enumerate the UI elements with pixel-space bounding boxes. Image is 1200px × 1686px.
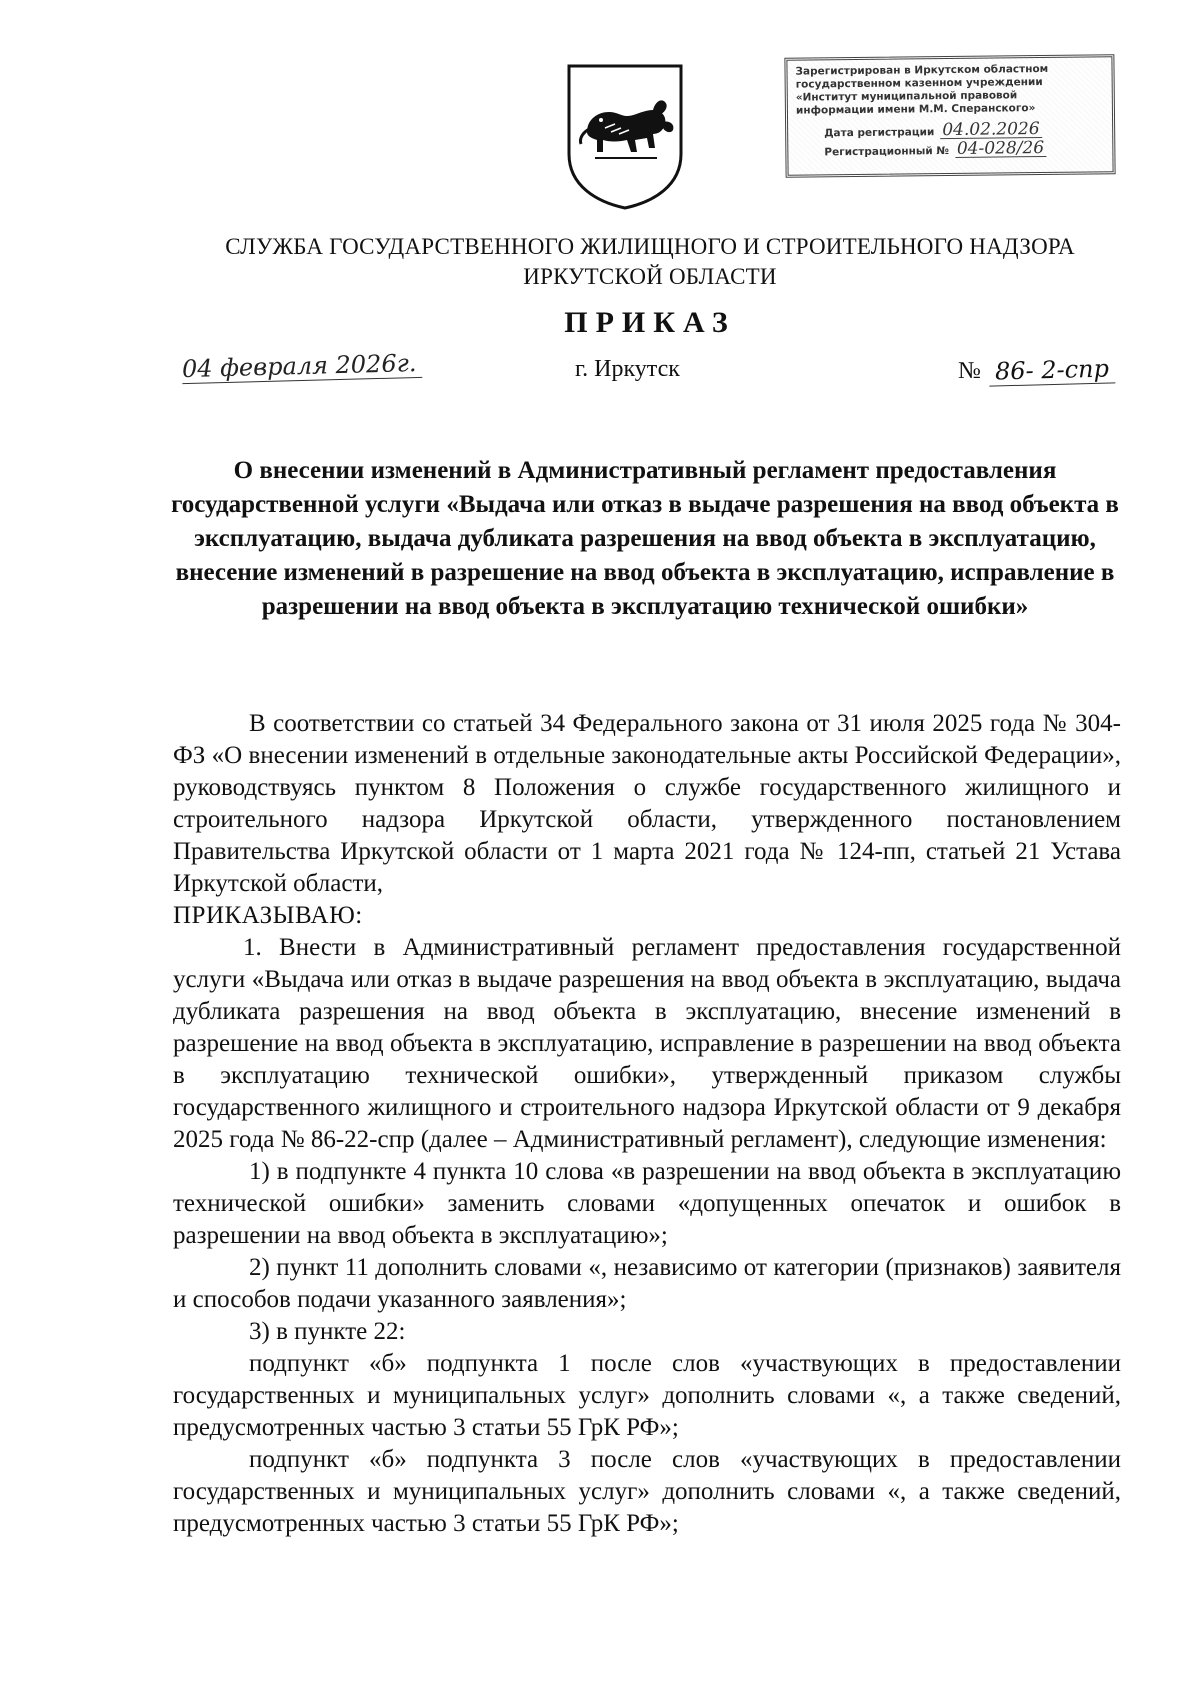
item-1-paragraph: 1. Внести в Административный регламент предоставления государственной услуги «Выдача или отказ в выдаче разрешения на ввод объекта в эксплуатацию, выдача дубликата разрешения на ввод объекта в эксплуатацию, внесение изменений в разрешение на ввод объекта в эксплуатацию, исправление в разрешении на ввод объекта в эксплуатацию технической ошибки», утвержденный приказом службы государственного жилищного и строительного надзора Иркутской области от 9 декабря 2025 года № 86-22-спр (далее – Административный регламент), следующие изменения:: [173, 934, 1121, 1153]
stamp-date-label: Дата регистрации: [824, 126, 935, 140]
document-body: [173, 708, 1121, 1540]
stamp-line: государственном казенном учреждении: [795, 76, 1043, 91]
agency-line-1: СЛУЖБА ГОСУДАРСТВЕННОГО ЖИЛИЩНОГО И СТРОИТЕЛЬНОГО НАДЗОРА: [225, 234, 1075, 259]
subitem-3a-paragraph: подпункт «б» подпункта 1 после слов «участвующих в предоставлении государственных и муниципальных услуг» дополнить словами «, а также сведений, предусмотренных частью 3 статьи 55 ГрК РФ»;: [173, 1350, 1121, 1441]
stamp-line: «Институт муниципальной правовой: [795, 89, 1018, 104]
agency-name: [150, 232, 1150, 292]
handwritten-date: 04 февраля 2026г.: [182, 349, 423, 384]
number-sign: №: [958, 358, 981, 384]
stamp-number-row: [824, 139, 1104, 159]
document-type-title: ПРИКАЗ: [564, 306, 736, 339]
subitem-3-paragraph: 3) в пункте 22:: [249, 1318, 406, 1345]
stamp-number-label: Регистрационный №: [824, 145, 950, 159]
stamp-line: информации имени М.М. Сперанского»: [795, 102, 1036, 117]
document-subject: О внесении изменений в Административный регламент предоставления государственной услуги «Выдача или отказ в выдаче разрешения на ввод объекта в эксплуатацию, выдача дубликата разрешения на ввод объекта в эксплуатацию, внесение изменений в разрешение на ввод объекта в эксплуатацию, исправление в разрешении на ввод объекта в эксплуатацию технической ошибки»: [171, 457, 1119, 620]
document-meta-row: [150, 349, 1150, 396]
subitem-1-paragraph: 1) в подпункте 4 пункта 10 слова «в разрешении на ввод объекта в эксплуатацию технической ошибки» заменить словами «допущенных опечаток и ошибок в разрешении на ввод объекта в эксплуатацию»;: [173, 1158, 1121, 1249]
document-number: [958, 356, 1115, 385]
stamp-line: Зарегистрирован в Иркутском областном: [795, 62, 1049, 78]
preamble-paragraph: В соответствии со статьей 34 Федерального закона от 31 июля 2025 года № 304-ФЗ «О внесении изменений в отдельные законодательные акты Российской Федерации», руководствуясь пунктом 8 Положения о службе государственного жилищного и строительного надзора Иркутской области, утвержденного постановлением Правительства Иркутской области от 1 марта 2021 года № 124-пп, статьей 21 Устава Иркутской области,: [173, 710, 1121, 897]
agency-line-2: ИРКУТСКОЙ ОБЛАСТИ: [523, 264, 777, 289]
subitem-3b-paragraph: подпункт «б» подпункта 3 после слов «участвующих в предоставлении государственных и муниципальных услуг» дополнить словами «, а также сведений, предусмотренных частью 3 статьи 55 ГрК РФ»;: [173, 1446, 1121, 1537]
stamp-date-row: [824, 120, 1104, 140]
coat-of-arms-icon: [565, 62, 685, 210]
order-word: ПРИКАЗЫВАЮ:: [173, 902, 363, 929]
stamp-date-value: 04.02.2026: [942, 119, 1040, 141]
stamp-number-value: 04-028/26: [956, 138, 1045, 159]
handwritten-number: 86- 2-спр: [989, 354, 1116, 386]
document-city: г. Иркутск: [575, 356, 680, 382]
subitem-2-paragraph: 2) пункт 11 дополнить словами «, независимо от категории (признаков) заявителя и способов подачи указанного заявления»;: [173, 1254, 1121, 1313]
registration-stamp: [784, 54, 1115, 177]
